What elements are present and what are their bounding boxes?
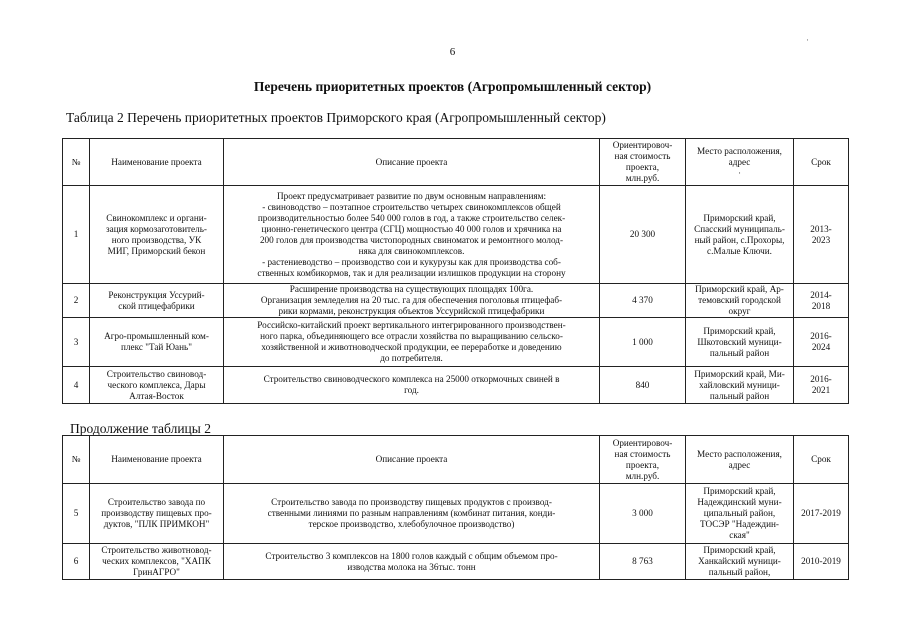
cell-cost: 840	[600, 367, 686, 404]
header-location-mark: ·	[737, 167, 742, 178]
table-row	[63, 367, 849, 404]
cell-name: Реконструкция Уссурий- ской птицефабрики	[90, 284, 224, 318]
cell-description: Расширение производства на существующих площадях 100га. Организация земледелия на 20 тыс. га для обеспечения поголовья птицефаб- рики кормами, реконструкция объектов Уссурийской птицефабрики	[224, 284, 600, 318]
header-location-text: Место расположения, адрес	[697, 145, 782, 167]
cell-location: Приморский край, Надеждинский муни- ципальный район, ТОСЭР "Надеждин- ская"	[686, 484, 794, 544]
cell-cost: 3 000	[600, 484, 686, 544]
cell-name: Строительство свиновод- ческого комплекса, Дары Алтая-Восток	[90, 367, 224, 404]
cell-num: 1	[63, 186, 90, 284]
page-number: 6	[449, 46, 456, 58]
projects-table-continued	[62, 435, 849, 580]
table-row	[63, 318, 849, 367]
cell-name: Свинокомплекс и органи- зация кормозаготовитель- ного производства, УК МИГ, Приморский бекон	[90, 186, 224, 284]
page-title: Перечень приоритетных проектов (Агропромышленный сектор)	[253, 79, 652, 94]
table-header-row	[63, 139, 849, 186]
table-body	[63, 186, 849, 404]
cell-term: 2014- 2018	[794, 284, 849, 318]
table-body	[63, 484, 849, 580]
cell-location: Приморский край, Ми- хайловский муници- пальный район	[686, 367, 794, 404]
table1-caption: Таблица 2 Перечень приоритетных проектов Приморского края (Агропромышленный сектор)	[66, 110, 606, 125]
cell-description: Строительство свиноводческого комплекса на 25000 откормочных свиней в год.	[224, 367, 600, 404]
header-description: Описание проекта	[224, 436, 600, 484]
header-location: Место расположения, адрес	[686, 436, 794, 484]
table2-caption: Продолжение таблицы 2	[70, 421, 211, 436]
header-num: №	[63, 139, 90, 186]
cell-num: 5	[63, 484, 90, 544]
table-row	[63, 284, 849, 318]
header-cost: Ориентировоч- ная стоимость проекта, млн.руб.	[600, 139, 686, 186]
header-term: Срок	[794, 436, 849, 484]
cell-location: Приморский край, Шкотовский муници- пальный район	[686, 318, 794, 367]
cell-name: Агро-промышленный ком- плекс "Тай Юань"	[90, 318, 224, 367]
cell-cost: 20 300	[600, 186, 686, 284]
header-name: Наименование проекта	[90, 139, 224, 186]
table-header-row	[63, 436, 849, 484]
cell-term: 2017-2019	[794, 484, 849, 544]
cell-term: 2013- 2023	[794, 186, 849, 284]
header-name: Наименование проекта	[90, 436, 224, 484]
header-term: Срок	[794, 139, 849, 186]
table-row	[63, 544, 849, 580]
header-location	[686, 139, 794, 186]
cell-num: 6	[63, 544, 90, 580]
cell-name: Строительство завода по производству пищевых про- дуктов, "ПЛК ПРИМКОН"	[90, 484, 224, 544]
cell-location: Приморский край, Спасский муниципаль- ный район, с.Прохоры, с.Малые Ключи.	[686, 186, 794, 284]
table-row	[63, 484, 849, 544]
cell-description: Строительство завода по производству пищевых продуктов с производ- ственными линиями по разным направлениям (комбинат питания, конди- терское производство, хлебобулочное производство)	[224, 484, 600, 544]
corner-mark: ·	[806, 35, 809, 45]
cell-description: Строительство 3 комплексов на 1800 голов каждый с общим объемом про- изводства молока на 36тыс. тонн	[224, 544, 600, 580]
cell-term: 2010-2019	[794, 544, 849, 580]
cell-term: 2016- 2024	[794, 318, 849, 367]
cell-cost: 1 000	[600, 318, 686, 367]
cell-location: Приморский край, Ханкайский муници- пальный район,	[686, 544, 794, 580]
projects-table	[62, 138, 849, 404]
cell-num: 3	[63, 318, 90, 367]
cell-term: 2016- 2021	[794, 367, 849, 404]
cell-description: Проект предусматривает развитие по двум основным направлениям: - свиноводство – поэтапное строительство четырех свинокомплексов общей производительностью более 540 000 голов в год, а также строительство селек- ционно-генетического центра (СГЦ) мощностью 40 000 голов и хрячника на 200 голов для производства чистопородных свиноматок и ремонтного молод- няка для свинокомплексов. - растениеводство – производство сои и кукурузы как для производства соб- ственных комбикормов, так и для реализации излишков продукции на сторону	[224, 186, 600, 284]
cell-location: Приморский край, Ар- темовский городской округ	[686, 284, 794, 318]
table-row	[63, 186, 849, 284]
cell-cost: 4 370	[600, 284, 686, 318]
cell-name: Строительство животновод- ческих комплексов, "ХАПК ГринАГРО"	[90, 544, 224, 580]
header-description: Описание проекта	[224, 139, 600, 186]
cell-description: Российско-китайский проект вертикального интегрированного производствен- ного парка, объединяющего все отрасли хозяйства по выращиванию сельско- хозяйственной и животноводческой продукции, ее переработке и доведению до потребителя.	[224, 318, 600, 367]
header-num: №	[63, 436, 90, 484]
cell-num: 2	[63, 284, 90, 318]
cell-num: 4	[63, 367, 90, 404]
header-cost: Ориентировоч- ная стоимость проекта, млн.руб.	[600, 436, 686, 484]
cell-cost: 8 763	[600, 544, 686, 580]
